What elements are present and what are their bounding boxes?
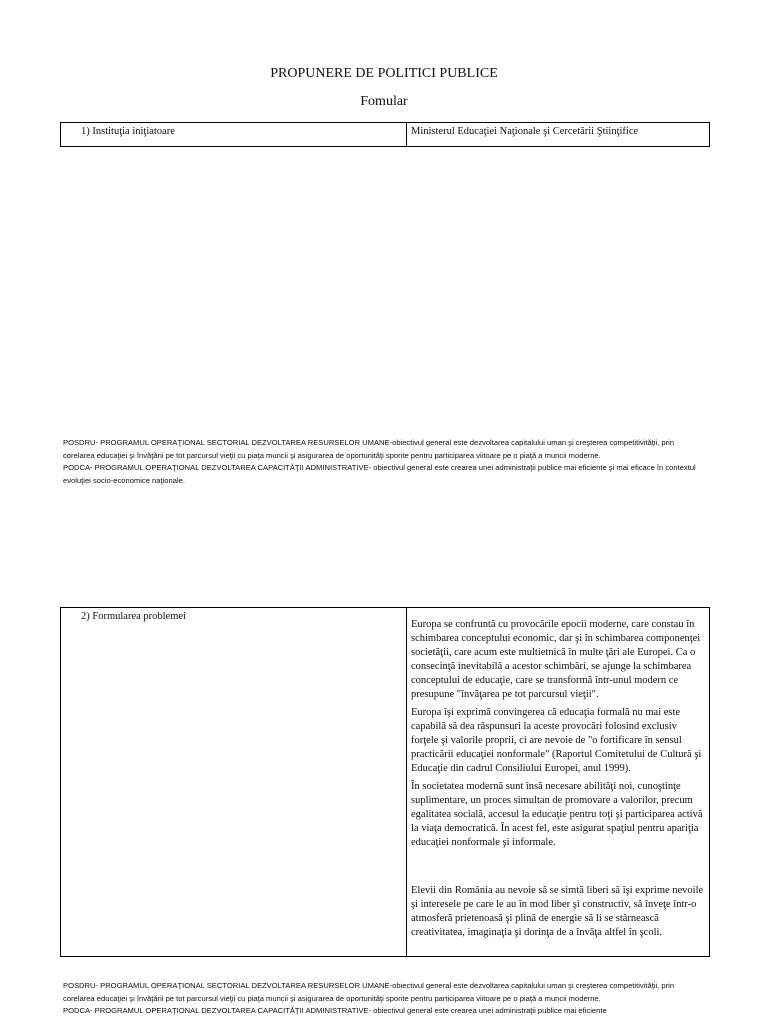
problem-paragraph: Elevii din România au nevoie să se simtă liberi să îşi exprime nevoile şi interesele pe care le au în mod liber şi constructiv, să înveţe într-o atmosferă prietenoasă şi plină de energie să li se stârnească creativitatea, imaginaţia şi dorinţa de a învăţa altfel în şcoli. (411, 885, 704, 938)
document-title: PROPUNERE DE POLITICI PUBLICE (270, 66, 498, 81)
document-subtitle: Fomular (360, 94, 408, 109)
program-footnote-repeat (63, 980, 703, 1018)
problem-paragraph: Europa se confruntă cu provocările epocii moderne, care constau în schimbarea conceptului economic, dar şi în schimbarea componenţei societăţii, care acum este multietnică în multe ţări ale Europei. Ca o consecinţă inevitabilă a acestor schimbări, se ajunge la schimbarea conceptului de educaţie, care se transformă într-unul modern ce presupune "învăţarea pe tot parcursul vieţii". (411, 619, 701, 700)
posdru-note: POSDRU- PROGRAMUL OPERAŢIONAL SECTORIAL DEZVOLTAREA RESURSELOR UMANE-obiectivul general este dezvoltarea capitalului uman şi creşterea competitivităţii, prin corelarea educaţiei şi învăţării pe tot parcursul vieţii cu piaţa muncii şi asigurarea de oportunităţi sporite pentru participarea viitoare pe o piaţă a muncii moderne. (63, 438, 675, 460)
podca-note-partial: PODCA- PROGRAMUL OPERAŢIONAL DEZVOLTAREA CAPACITĂŢII ADMINISTRATIVE- obiectivul general este crearea unei administraţii publice mai eficiente (63, 1006, 607, 1015)
posdru-note: POSDRU- PROGRAMUL OPERAŢIONAL SECTORIAL DEZVOLTAREA RESURSELOR UMANE-obiectivul general este dezvoltarea capitalului uman şi creşterea competitivităţii, prin corelarea educaţiei şi învăţării pe tot parcursul vieţii cu piaţa muncii şi asigurarea de oportunităţi sporite pentru participarea viitoare pe o piaţă a muncii moderne. (63, 981, 675, 1003)
form-value-problem (407, 608, 710, 957)
problem-paragraph: Europa îşi exprimă convingerea că educaţia formală nu mai este capabilă să dea răspunsuri la aceste provocări folosind exclusiv forţele şi valorile proprii, ci are nevoie de "o fortificare în sensul practicării educaţiei nonformale" (Raportul Comitetului de Cultură şi Educaţie din cadrul Consiliului Europei, anul 1999). (411, 707, 702, 774)
form-row-initiator (60, 122, 710, 147)
form-label-initiator: 1) Instituţia iniţiatoare (61, 123, 407, 147)
form-row-problem (60, 607, 710, 957)
program-footnote (63, 437, 703, 487)
podca-note: PODCA- PROGRAMUL OPERAŢIONAL DEZVOLTAREA CAPACITĂŢII ADMINISTRATIVE- obiectivul general este crearea unei administraţii publice mai eficiente şi mai eficace în contextul evoluţiei socio-economice naţionale. (63, 463, 696, 485)
form-label-problem: 2) Formularea problemei (61, 608, 407, 957)
form-value-initiator: Ministerul Educaţiei Naţionale şi Cercetării Ştiinţifice (407, 123, 710, 147)
problem-paragraph: În societatea modernă sunt însă necesare abilităţi noi, cunoştinţe suplimentare, un proces simultan de promovare a valorilor, precum egalitatea socială, accesul la educaţie pentru toţi şi participarea activă la viaţa democratică. În acest fel, este asigurat spaţiul pentru apariţia educaţiei nonformale şi informale. (411, 781, 703, 848)
